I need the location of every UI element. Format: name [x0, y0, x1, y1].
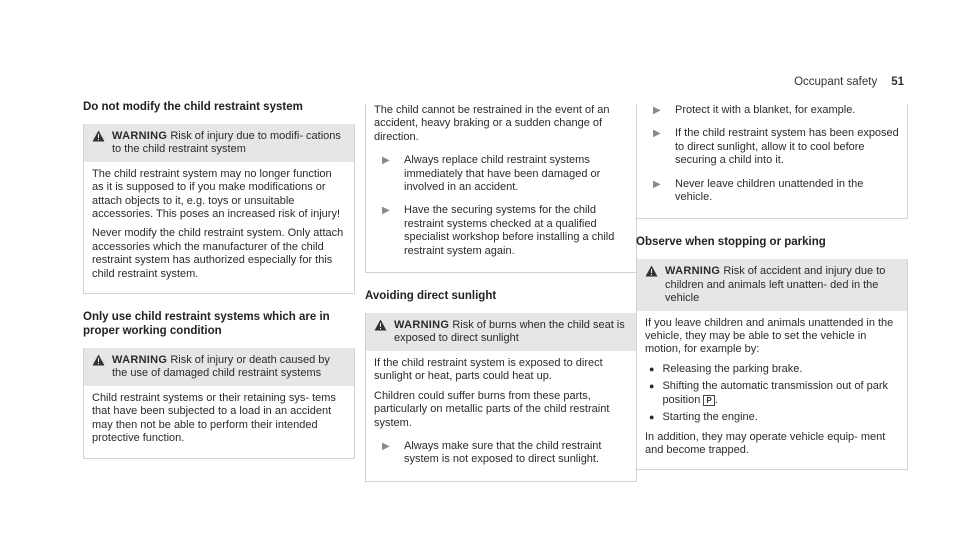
warning-title: Risk of injury due to modifi- cations to the child restraint system — [112, 130, 341, 156]
arrow-step-icon: ▶ — [382, 155, 390, 167]
section-title: Occupant safety — [794, 76, 878, 88]
step-text: Protect it with a blanket, for example. — [675, 104, 856, 116]
warning-triangle-icon — [374, 319, 388, 346]
step-item — [374, 154, 628, 194]
paragraph: In addition, they may operate vehicle equip- ment and become trapped. — [645, 430, 886, 456]
section-heading: Avoiding direct sunlight — [365, 290, 497, 303]
bullet-item — [645, 363, 899, 376]
step-text: Have the securing systems for the child restraint systems checked at a qualified specialist workshop before installing a child restraint system again. — [404, 204, 615, 257]
step-item — [645, 127, 899, 167]
step-item — [645, 104, 899, 117]
paragraph: The child restraint system may no longer function as it is supposed to if you make modifications or attach objects to it, e.g. toys or unsuitable accessories. This poses an increased risk of injury! — [92, 167, 341, 221]
step-text: If the child restraint system has been exposed to direct sunlight, allow it to cool before securing a child into it. — [675, 127, 899, 167]
step-item — [374, 204, 628, 258]
warning-triangle-icon — [645, 265, 659, 305]
step-text: Never leave children unattended in the vehicle. — [675, 177, 864, 204]
paragraph: Never modify the child restraint system. Only attach accessories which the manufacturer of the child restraint system has authorized especially for this child restraint system. — [92, 227, 344, 280]
bullet-text-wrap: Shifting the automatic transmission out of park position P . — [662, 380, 889, 406]
paragraph: If you leave children and animals unattended in the vehicle, they may be able to set the vehicle in motion, for example by: — [645, 316, 894, 356]
step-item — [645, 178, 899, 205]
arrow-step-icon: ▶ — [653, 105, 661, 116]
paragraph: If the child restraint system is exposed to direct sunlight or heat, parts could heat up. — [374, 356, 603, 383]
bullet-dot-icon: ● — [649, 381, 655, 392]
arrow-step-icon: ▶ — [653, 128, 661, 140]
warning-header — [637, 259, 907, 310]
step-text: Always make sure that the child restraint system is not exposed to direct sunlight. — [404, 439, 602, 466]
warning-header — [84, 348, 354, 386]
bullet-item — [645, 380, 899, 407]
arrow-step-icon: ▶ — [382, 205, 390, 217]
warning-box — [83, 124, 355, 294]
page-number: 51 — [891, 76, 904, 88]
warning-triangle-icon — [92, 354, 106, 381]
arrow-step-icon: ▶ — [382, 440, 390, 452]
warning-label: WARNING — [112, 130, 168, 142]
section-heading: Only use child restraint systems which are in proper working condition — [83, 311, 330, 338]
warning-header — [84, 124, 354, 162]
warning-text — [112, 354, 346, 381]
paragraph: Child restraint systems or their retaining sys- tems that have been subjected to a load in an accident may then not be able to perform their intended protective function. — [92, 391, 336, 445]
bullet-item — [645, 411, 899, 424]
bullet-dot-icon: ● — [649, 412, 655, 423]
warning-body — [366, 351, 636, 481]
paragraph: The child cannot be restrained in the event of an accident, heavy braking or a sudden change of direction. — [374, 104, 610, 143]
column-2 — [365, 104, 637, 498]
warning-body — [84, 162, 354, 293]
warning-text — [394, 319, 628, 346]
step-item — [374, 440, 628, 467]
column-3 — [636, 104, 908, 486]
warning-box — [83, 348, 355, 458]
arrow-step-icon: ▶ — [653, 178, 661, 190]
warning-triangle-icon — [92, 130, 106, 157]
warning-text — [112, 130, 346, 157]
column-1 — [83, 100, 355, 475]
warning-label: WARNING — [665, 265, 721, 278]
warning-continuation — [636, 104, 908, 219]
warning-text — [665, 265, 899, 305]
warning-body — [637, 311, 907, 470]
warning-continuation — [365, 104, 637, 273]
bullet-text: Starting the engine. — [662, 411, 758, 424]
warning-body — [84, 386, 354, 458]
bullet-text: Shifting the automatic transmission out of park position — [662, 380, 889, 406]
bullet-dot-icon: ● — [649, 363, 655, 374]
paragraph: Children could suffer burns from these parts, particularly on metallic parts of the child restraint system. — [374, 389, 610, 429]
warning-title: Risk of accident and injury due to children and animals left unatten- ded in the vehicle — [665, 265, 886, 305]
warning-label: WARNING — [394, 319, 450, 332]
park-position-symbol: P — [703, 395, 714, 406]
warning-title: Risk of injury or death caused by the use of damaged child restraint systems — [112, 354, 330, 380]
warning-label: WARNING — [112, 354, 168, 367]
warning-box — [365, 313, 637, 482]
warning-title: Risk of burns when the child seat is exposed to direct sunlight — [394, 319, 625, 345]
step-text: Always replace child restraint systems immediately that have been damaged or involved in an accident. — [404, 154, 601, 194]
section-heading: Do not modify the child restraint system — [83, 101, 303, 113]
section-heading: Observe when stopping or parking — [636, 236, 826, 249]
bullet-text: Releasing the parking brake. — [662, 362, 803, 375]
warning-box — [636, 259, 908, 470]
page-header — [794, 76, 904, 88]
warning-header — [366, 313, 636, 351]
